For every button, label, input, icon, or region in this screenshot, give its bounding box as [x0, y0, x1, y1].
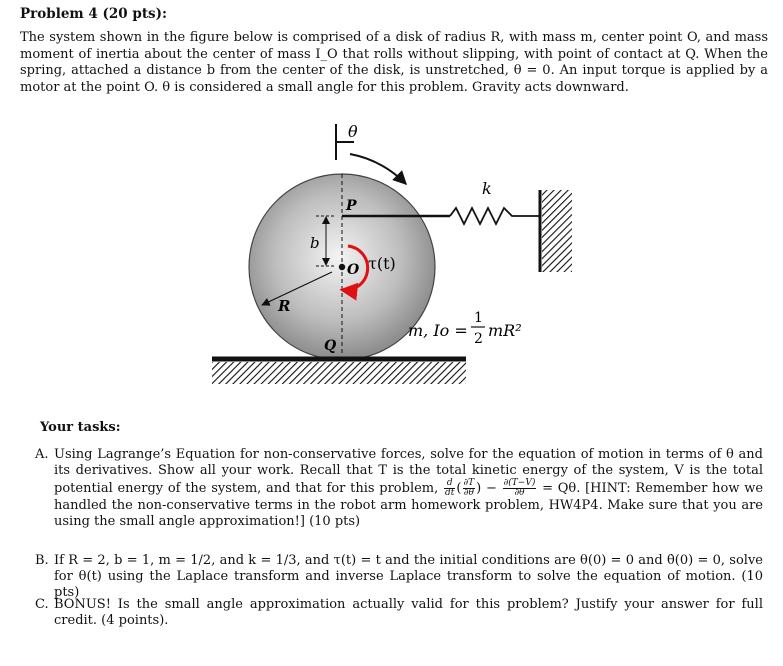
task-a-letter: A.	[35, 447, 49, 462]
center-point-o	[339, 264, 345, 270]
dT-dthetadot-fraction: $\frac{\partial T}{\partial\thetȧ}$	[463, 478, 475, 498]
radius-label: R	[278, 297, 291, 315]
contact-q-label: Q	[324, 338, 337, 354]
task-c-letter: C.	[35, 597, 49, 612]
task-c	[35, 597, 763, 629]
tasks-heading: Your tasks:	[40, 420, 121, 435]
point-p-label: P	[346, 198, 357, 214]
task-a-text: Using Lagrange’s Equation for non-conservative forces, solve for the equation of motion in terms of θ and its derivatives. Show all your work. Recall that T is the total kinetic energy of the system, V is the total potential energy of the system, and that for this problem,	[54, 447, 763, 496]
half-numerator: 1	[474, 310, 483, 326]
task-b-letter: B.	[35, 553, 49, 568]
dTV-dtheta-fraction: $\frac{\partial(T-V)}{\partial\theta}$	[503, 478, 536, 498]
center-o-label: O	[347, 262, 360, 278]
task-c-text: BONUS! Is the small angle approximation actually valid for this problem? Justify your answer for full credit. (4 points).	[54, 597, 763, 628]
problem-intro: The system shown in the figure below is comprised of a disk of radius R, with mass m, center point O, and mass moment of inertia about the center of mass I_O that rolls without slipping, with point of contact at Q. When the spring, attached a distance b from the center of the disk, is unstretched, θ = 0. An input torque is applied by a motor at the point O. θ is considered a small angle for this problem. Gravity acts downward.	[20, 30, 768, 95]
task-b-text: If R = 2, b = 1, m = 1/2, and k = 1/3, and τ(t) = t and the initial conditions are θ(0) = 0 and θ̇(0) = 0, solve for θ(t) using the Laplace transform and inverse Laplace transform to solve the equation of motion. (10 pts)	[54, 553, 763, 600]
theta-label: θ	[348, 122, 358, 141]
wall-hatch	[542, 190, 572, 272]
spring-coil	[450, 208, 540, 224]
problem-title: Problem 4 (20 pts):	[20, 6, 168, 22]
half-denominator: 2	[474, 331, 483, 347]
ground-hatch	[212, 362, 466, 384]
task-b	[35, 553, 763, 601]
task-a: A. Using Lagrange’s Equation for non-conservative forces, solve for the equation of motion in terms of θ and its derivatives. Show all your work. Recall that T is the total kinetic energy of the system, V is the total potential energy of the system, and that for this problem, $\frac{d}{dt}$ ( $\frac{\partial T}{\partial\thetȧ}$ ) − $\frac{\partial(T-V)}{\partial\theta}$ = Qθ. [HINT: Remember how we handled the non-conservative terms in the robot arm homework problem, HW4P4. Make sure that you are using the small angle approximation!] (10 pts)	[35, 447, 764, 529]
spring-k-label: k	[482, 179, 492, 198]
task-a-hint: [HINT: Remember how we handled the non-conservative terms in the robot arm homework problem, HW4P4. Make sure that you are using the small angle approximation!] (10 pts)	[54, 481, 764, 529]
b-label: b	[310, 234, 320, 252]
task-a-equation-rhs: = Qθ.	[542, 481, 581, 496]
mass-inertia-text: m, Io =	[408, 321, 468, 340]
mechanism-figure	[200, 112, 580, 397]
d-dt-fraction: $\frac{d}{dt}$	[445, 478, 455, 498]
mr-squared-text: mR²	[488, 321, 522, 340]
torque-label: τ(t)	[368, 254, 396, 273]
